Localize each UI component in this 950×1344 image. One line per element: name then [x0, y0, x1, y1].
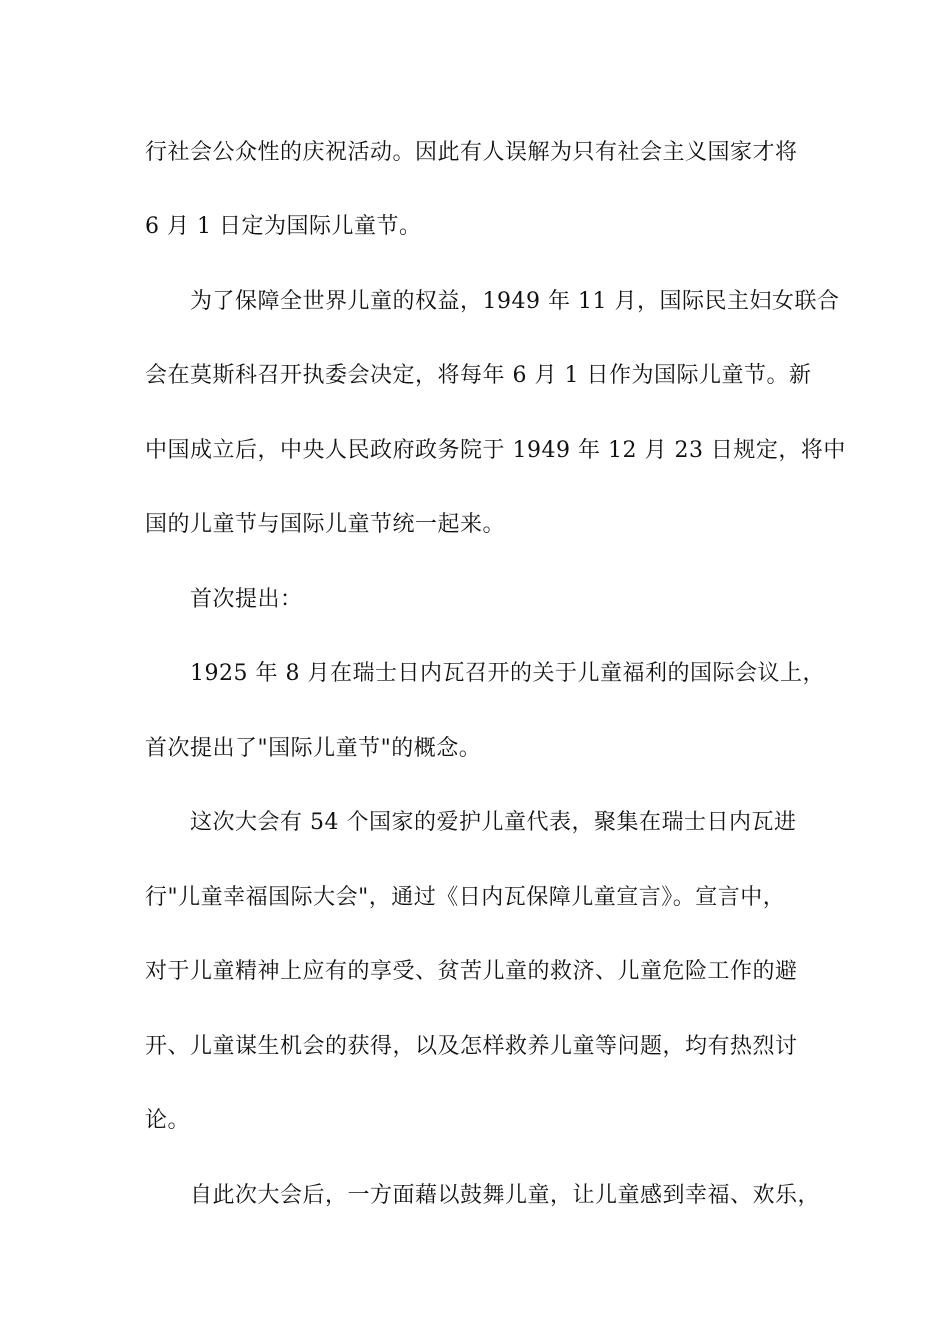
paragraph-start-line: 1925 年 8 月在瑞士日内瓦召开的关于儿童福利的国际会议上， — [190, 661, 825, 686]
text-line: 会在莫斯科召开执委会决定，将每年 6 月 1 日作为国际儿童节。新 — [145, 363, 812, 388]
text-line: 行社会公众性的庆祝活动。因此有人误解为只有社会主义国家才将 — [145, 140, 798, 165]
text-line: 行"儿童幸福国际大会"，通过《日内瓦保障儿童宣言》。宣言中， — [145, 885, 786, 910]
text-line: 论。 — [145, 1108, 191, 1133]
text-line: 6 月 1 日定为国际儿童节。 — [145, 214, 422, 239]
paragraph-start-line: 这次大会有 54 个国家的爱护儿童代表，聚集在瑞士日内瓦进 — [190, 810, 797, 835]
paragraph-start-line: 为了保障全世界儿童的权益，1949 年 11 月，国际民主妇女联合 — [190, 289, 840, 314]
paragraph-start-line: 自此次大会后，一方面藉以鼓舞儿童，让儿童感到幸福、欢乐， — [190, 1183, 821, 1208]
text-line: 中国成立后，中央人民政府政务院于 1949 年 12 月 23 日规定，将中 — [145, 438, 846, 463]
section-heading: 首次提出： — [190, 587, 303, 612]
text-line: 国的儿童节与国际儿童节统一起来。 — [145, 512, 506, 537]
text-line: 开、儿童谋生机会的获得，以及怎样救养儿童等问题，均有热烈讨 — [145, 1034, 798, 1059]
text-line: 对于儿童精神上应有的享受、贫苦儿童的救济、儿童危险工作的避 — [145, 959, 798, 984]
text-line: 首次提出了"国际儿童节"的概念。 — [145, 736, 482, 761]
